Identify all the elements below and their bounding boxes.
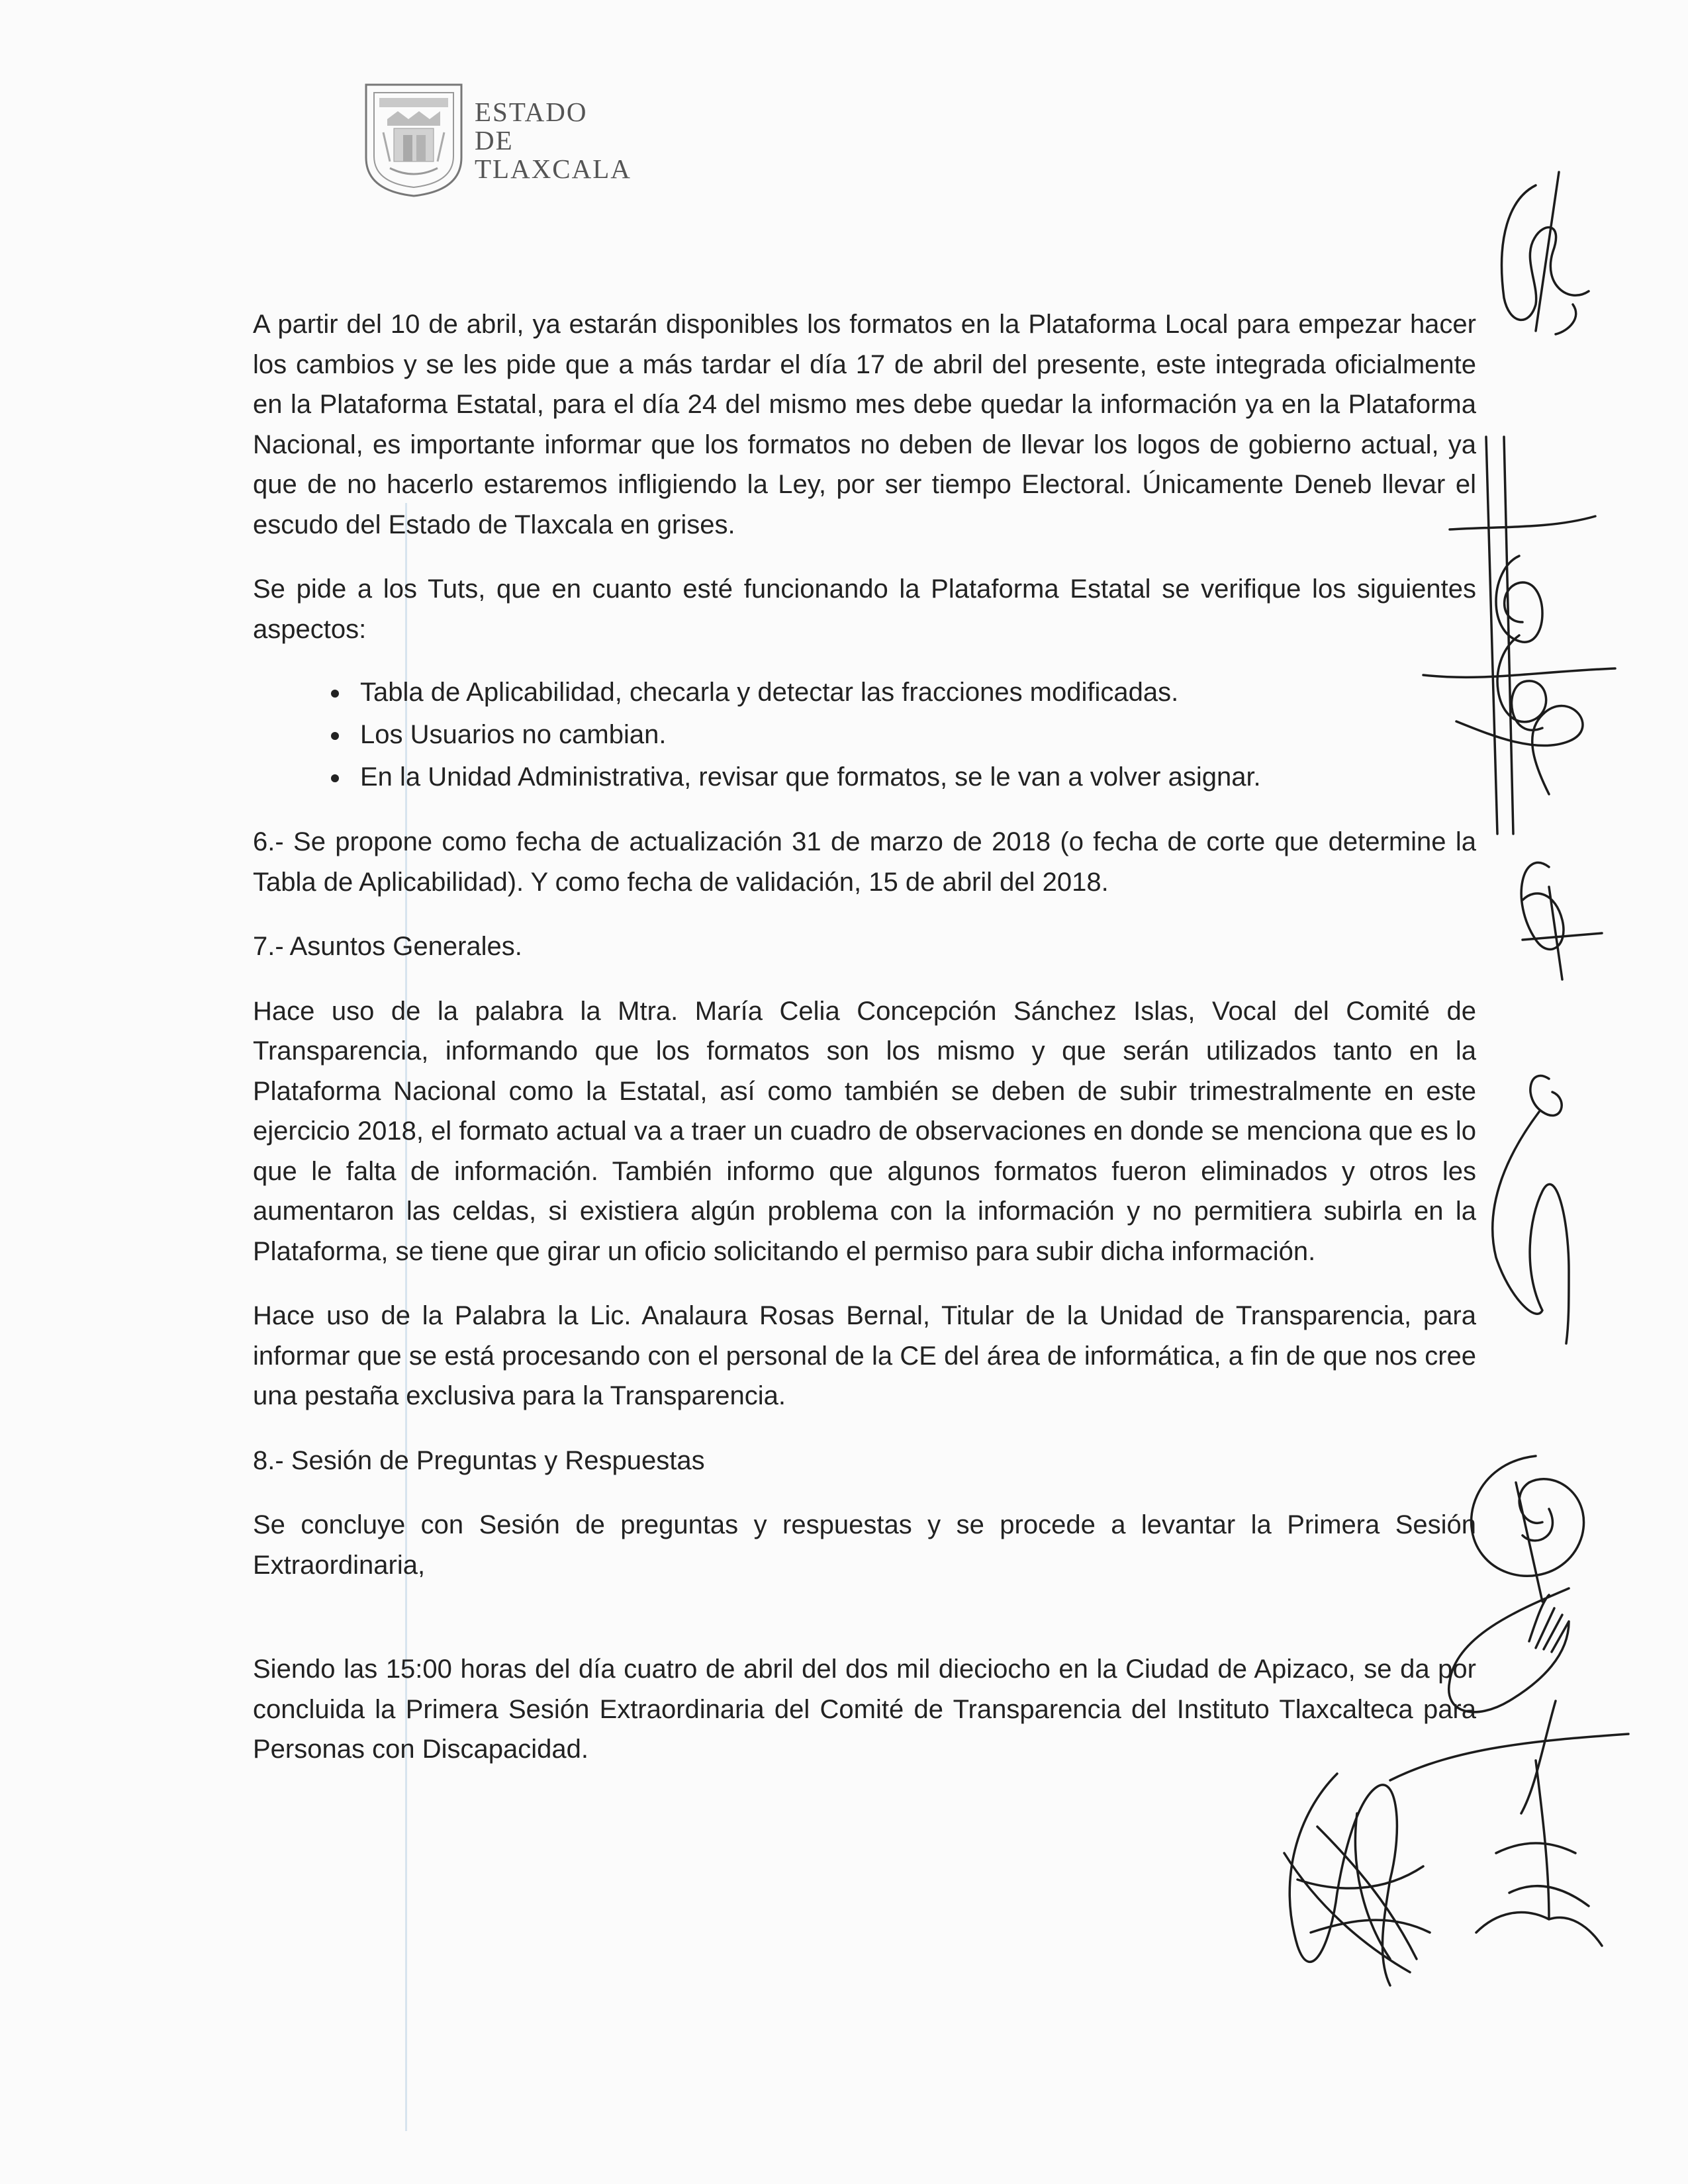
paragraph-vocal-remarks: Hace uso de la palabra la Mtra. María Celia Concepción Sánchez Islas, Vocal del Comité de Transparencia, informando que los formatos son los mismo y que serán utilizados tanto en la Plataforma Nacional como la Estatal, así como también se deben de subir trimestralmente en este ejercicio 2018, el formato actual va a traer un cuadro de observaciones en donde se menciona que es lo que le falta de información. También informo que algunos formatos fueron eliminados y otros les aumentaron las celdas, si existiera algún problema con la información y no permitiera subirla en la Plataforma, se tiene que girar un oficio solicitando el permiso para subir dicha información.: [253, 996, 1476, 1266]
section-heading-general-matters: 7.- Asuntos Generales.: [253, 932, 522, 961]
state-name-line2: DE TLAXCALA: [475, 125, 632, 184]
list-item: • Tabla de Aplicabilidad, checarla y detectar las fracciones modificadas.: [351, 671, 1476, 713]
paragraph-titular-remarks: Hace uso de la Palabra la Lic. Analaura Rosas Bernal, Titular de la Unidad de Transparencia, para informar que se está procesando con el personal de la CE del área de informática, a fin de que nos cree una pestaña exclusiva para la Transparencia.: [253, 1301, 1476, 1410]
state-name-line1: ESTADO: [475, 97, 588, 127]
paragraph-conclusion: Se concluye con Sesión de preguntas y respuestas y se procede a levantar la Primera Sesión Extraordinaria,: [253, 1510, 1476, 1580]
handwritten-signatures-icon: [1258, 159, 1681, 2012]
coat-of-arms-icon: [361, 79, 467, 199]
paragraph-update-dates: 6.- Se propone como fecha de actualización 31 de marzo de 2018 (o fecha de corte que determine la Tabla de Aplicabilidad). Y como fecha de validación, 15 de abril del 2018.: [253, 827, 1476, 897]
list-item: • En la Unidad Administrativa, revisar que formatos, se le van a volver asignar.: [351, 756, 1476, 798]
state-name: [475, 98, 665, 183]
paragraph-platform-schedule: A partir del 10 de abril, ya estarán disponibles los formatos en la Plataforma Local para empezar hacer los cambios y se les pide que a más tardar el día 17 de abril del presente, este integrada oficialmente en la Plataforma Estatal, para el día 24 del mismo mes debe quedar la información ya en la Plataforma Nacional, es importante informar que los formatos no deben de llevar los logos de gobierno actual, ya que de no hacerlo estaremos infligiendo la Ley, por ser tiempo Electoral. Únicamente Deneb llevar el escudo del Estado de Tlaxcala en grises.: [253, 310, 1476, 539]
paragraph-closing: Siendo las 15:00 horas del día cuatro de abril del dos mil dieciocho en la Ciudad de Apizaco, se da por concluida la Primera Sesión Extraordinaria del Comité de Transparencia del Instituto Tlaxcalteca para Personas con Discapacidad.: [253, 1655, 1476, 1764]
list-item: • Los Usuarios no cambian.: [351, 713, 1476, 756]
paragraph-verification-request: Se pide a los Tuts, que en cuanto esté funcionando la Plataforma Estatal se verifique los siguientes aspectos:: [253, 574, 1476, 644]
letterhead: [361, 79, 665, 199]
section-heading-questions: 8.- Sesión de Preguntas y Respuestas: [253, 1445, 705, 1475]
